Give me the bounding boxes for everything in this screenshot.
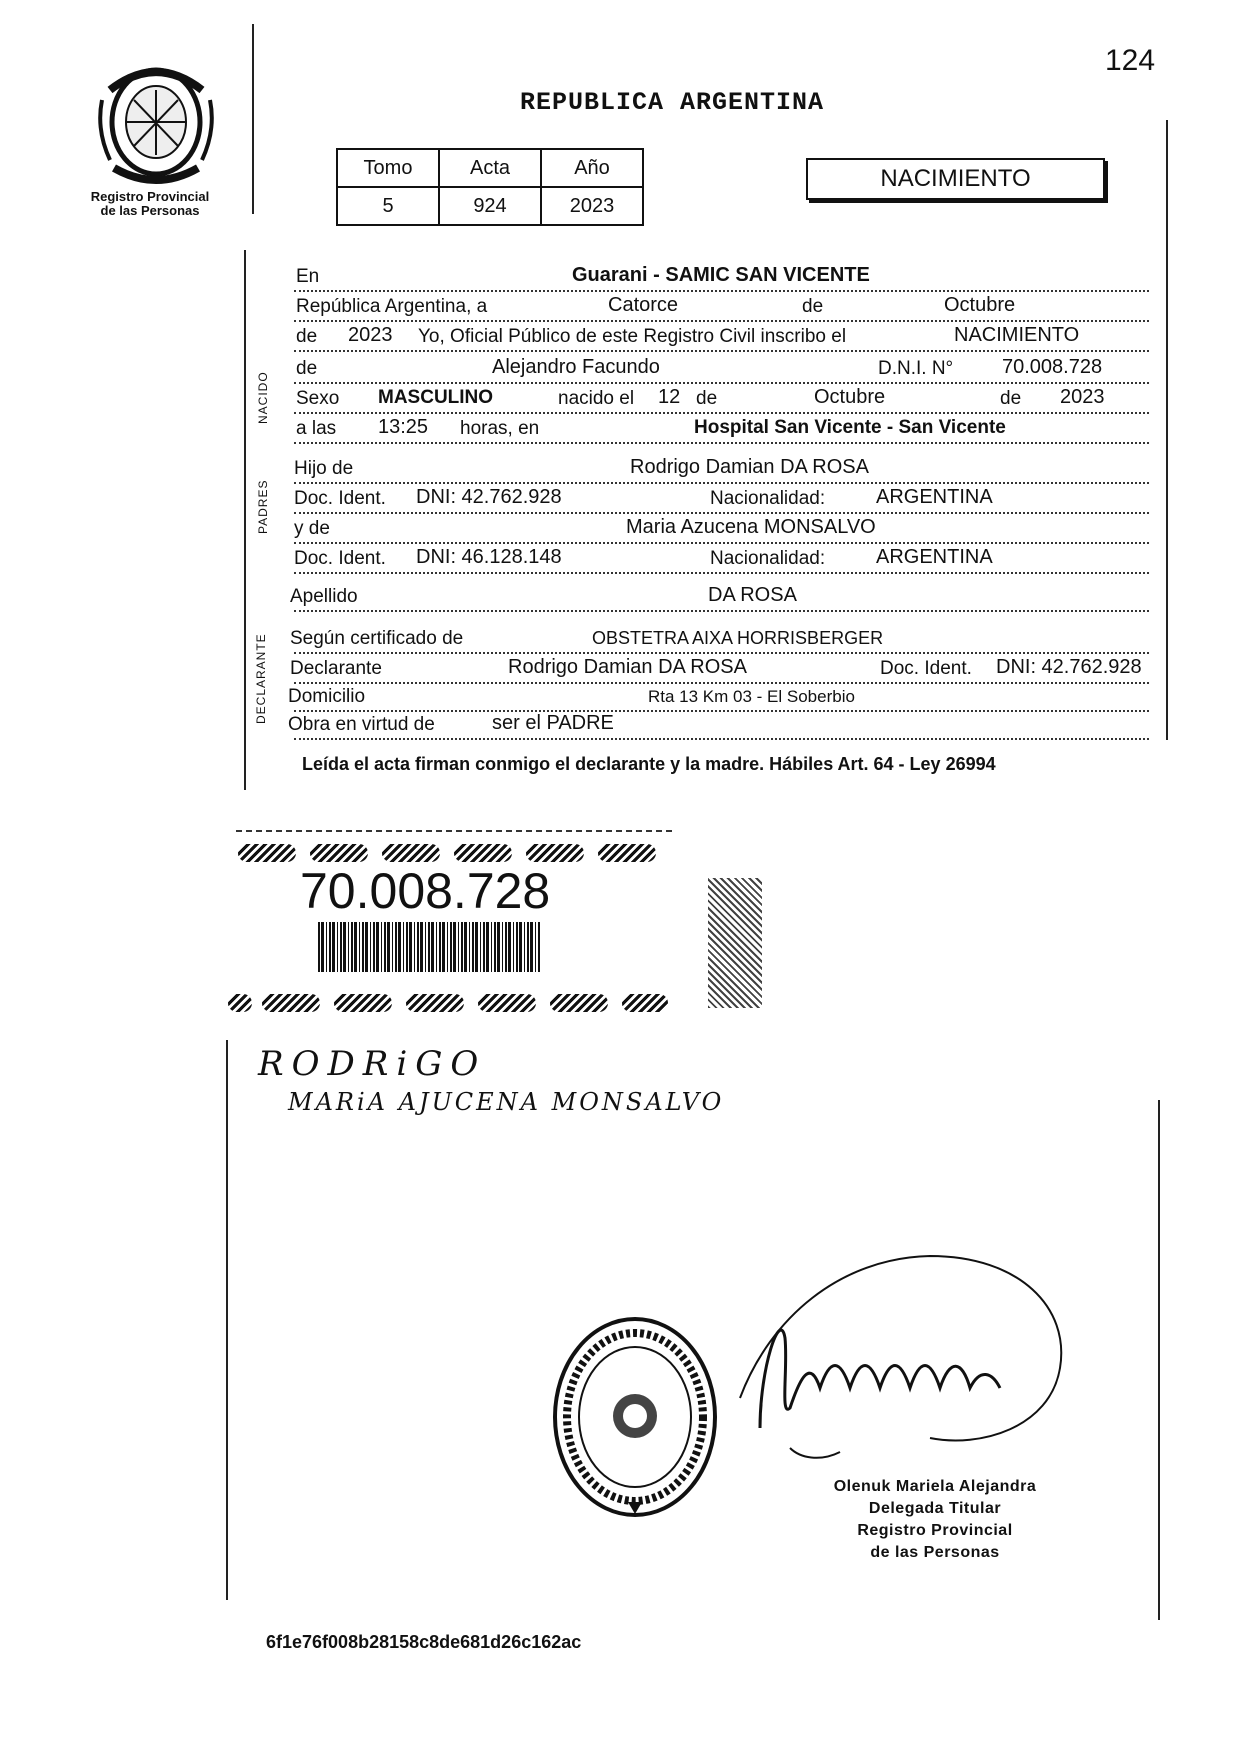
security-hologram <box>708 878 762 1008</box>
watermark-r-icon <box>598 844 656 862</box>
registry-value-acta: 924 <box>439 187 541 225</box>
birth-year-value: 2023 <box>1060 386 1105 408</box>
page-number: 124 <box>1105 44 1156 77</box>
row-father <box>294 452 1149 484</box>
sexo-value: MASCULINO <box>378 387 494 408</box>
sexo-label: Sexo <box>296 388 340 409</box>
cert-label: Según certificado de <box>290 628 464 649</box>
day-value: Catorce <box>608 294 679 316</box>
address-value: Rta 13 Km 03 - El Soberbio <box>648 687 855 706</box>
official-seal-stamp <box>548 1312 722 1522</box>
birth-place-value: Hospital San Vicente - San Vicente <box>694 417 1006 438</box>
side-label-declarante: DECLARANTE <box>254 633 268 724</box>
registry-organization: Registro Provincial de las Personas <box>90 189 210 218</box>
row-place <box>294 260 1149 292</box>
time-value: 13:25 <box>378 416 429 438</box>
row-father-doc <box>294 482 1149 514</box>
side-label-padres: PADRES <box>256 479 270 534</box>
mother-nationality-label: Nacionalidad: <box>710 548 826 569</box>
year-value: 2023 <box>348 324 393 346</box>
declarant-doc-label: Doc. Ident. <box>880 658 972 679</box>
hijo-label: Hijo de <box>294 458 354 479</box>
mother-doc-value: DNI: 46.128.148 <box>416 546 562 568</box>
domicilio-label: Domicilio <box>288 686 366 707</box>
father-nationality-value: ARGENTINA <box>876 486 993 508</box>
certificate-value: OBSTETRA AIXA HORRISBERGER <box>592 628 884 648</box>
closing-statement: Leída el acta firman conmigo el declarante y la madre. Hábiles Art. 64 - Ley 26994 <box>302 754 996 774</box>
father-name: Rodrigo Damian DA ROSA <box>630 456 869 478</box>
name-label: de <box>296 358 318 379</box>
mother-nationality-value: ARGENTINA <box>876 546 993 568</box>
province-crest-logo <box>96 60 216 190</box>
row-mother-doc <box>294 542 1149 574</box>
horas-label: horas, en <box>460 418 540 439</box>
reason-value: ser el PADRE <box>492 712 614 734</box>
id-number: 70.008.728 <box>300 863 551 919</box>
row-name <box>294 352 1149 384</box>
de-label-4: de <box>1000 388 1022 409</box>
side-label-nacido: NACIDO <box>256 371 270 424</box>
registry-value-ano: 2023 <box>541 187 643 225</box>
margin-line <box>1166 120 1168 740</box>
registry-table <box>336 148 644 226</box>
obra-label: Obra en virtud de <box>288 714 435 735</box>
declarant-doc-value: DNI: 42.762.928 <box>996 656 1142 678</box>
watermark-r-icon <box>622 994 668 1012</box>
father-doc-label: Doc. Ident. <box>294 488 386 509</box>
watermark-r-icon <box>550 994 608 1012</box>
watermark-r-icon <box>238 844 296 862</box>
document-hash: 6f1e76f008b28158c8de681d26c162ac <box>266 1632 582 1652</box>
name-value: Alejandro Facundo <box>492 356 660 378</box>
row-date <box>294 290 1149 322</box>
republic-label: República Argentina, a <box>296 296 488 317</box>
country-title: REPUBLICA ARGENTINA <box>520 88 825 117</box>
registry-header-tomo: Tomo <box>337 149 439 187</box>
registry-header-acta: Acta <box>439 149 541 187</box>
father-doc-value: DNI: 42.762.928 <box>416 486 562 508</box>
handwritten-mother-name: MARiA AJUCENA MONSALVO <box>288 1088 725 1116</box>
nacido-label: nacido el <box>558 388 635 409</box>
watermark-r-icon <box>334 994 392 1012</box>
a-las-label: a las <box>296 418 337 439</box>
watermark-r-icon <box>310 844 368 862</box>
mother-doc-label: Doc. Ident. <box>294 548 386 569</box>
row-time <box>294 412 1149 444</box>
margin-line <box>226 1040 228 1600</box>
watermark-r-icon <box>382 844 440 862</box>
birth-month-value: Octubre <box>814 386 886 408</box>
surname-value: DA ROSA <box>708 584 797 606</box>
watermark-r-icon <box>478 994 536 1012</box>
en-label: En <box>296 266 320 287</box>
declarante-label: Declarante <box>290 658 382 679</box>
watermark-r-icon <box>262 994 320 1012</box>
margin-line <box>1158 1100 1160 1620</box>
dni-label: D.N.I. N° <box>878 358 954 379</box>
de-label-3: de <box>696 388 718 409</box>
event-value: NACIMIENTO <box>954 324 1080 346</box>
de-label-2: de <box>296 326 318 347</box>
father-nationality-label: Nacionalidad: <box>710 488 826 509</box>
row-sex <box>294 382 1149 414</box>
row-official <box>294 320 1149 352</box>
watermark-r-icon <box>526 844 584 862</box>
row-mother <box>294 512 1149 544</box>
margin-line <box>244 250 246 790</box>
strip-top-edge <box>236 830 672 832</box>
row-certificate <box>290 622 1149 654</box>
officer-name: Olenuk Mariela Alejandra <box>833 1478 1037 1495</box>
row-surname <box>290 580 1149 612</box>
row-reason <box>288 708 1149 740</box>
de-label: de <box>802 296 824 317</box>
official-text: Yo, Oficial Público de este Registro Civil inscribo el <box>418 326 847 347</box>
dni-value: 70.008.728 <box>1002 356 1103 378</box>
officer-title: Delegada Titular <box>868 1500 1002 1517</box>
place-value: Guarani - SAMIC SAN VICENTE <box>572 264 870 286</box>
watermark-r-icon <box>228 994 252 1012</box>
registry-header-ano: Año <box>541 149 643 187</box>
officer-organization-2: de las Personas <box>870 1544 1000 1561</box>
mother-name: Maria Azucena MONSALVO <box>626 516 876 538</box>
document-type-box: NACIMIENTO <box>806 158 1105 200</box>
declarant-name: Rodrigo Damian DA ROSA <box>508 656 747 678</box>
watermark-r-icon <box>454 844 512 862</box>
officer-block <box>800 1476 1070 1564</box>
officer-organization: Registro Provincial <box>857 1522 1013 1539</box>
barcode <box>318 922 540 972</box>
month-value: Octubre <box>944 294 1016 316</box>
officer-signature <box>730 1248 1100 1488</box>
registry-value-tomo: 5 <box>337 187 439 225</box>
watermark-r-icon <box>406 994 464 1012</box>
handwritten-father-name: RODRiGO <box>258 1044 487 1084</box>
margin-line <box>252 24 254 214</box>
birth-day-value: 12 <box>658 386 681 408</box>
apellido-label: Apellido <box>290 586 358 607</box>
y-de-label: y de <box>294 518 330 539</box>
